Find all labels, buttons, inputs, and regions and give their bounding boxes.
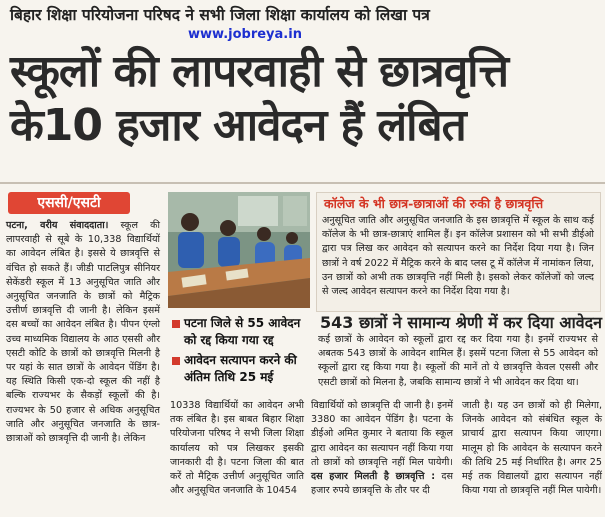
headline-line-2: के10 हजार आवेदन हैं लंबित <box>10 100 466 151</box>
kicker-headline: बिहार शिक्षा परियोजना परिषद ने सभी जिला शिक्षा कार्यालय को लिखा पत्र <box>10 6 430 24</box>
caption-item <box>172 352 304 386</box>
column-3-tail: दस हजार रुपये छात्रवृत्ति के तौर पर दी <box>311 471 453 497</box>
subheading-text: कई छात्रों के आवेदन को स्कूलों द्वारा रद्द कर दिया गया है। इनमें राज्यभर से अबतक 543 छात्रों के आवेदन शामिल हैं। इसमें पटना जिला से 55 आवेदन को स्कूलों द्वारा रद्द किया गया है। स्कूलों की मानें तो ये छात्रवृत्ति केवल एससी और एसटी छात्रों को मिलना है, जबकि सामान्य छात्रों ने भी आवेदन कर दिया था। <box>318 334 598 388</box>
box-heading: कॉलेज के भी छात्र-छात्राओं की रुकी है छात्रवृत्ति <box>324 196 544 211</box>
column-3-text: विद्यार्थियों को छात्रवृत्ति दी जानी है। इनमें 3380 का आवेदन पेंडिंग है। पटना के डीईओ अमित कुमार ने बताया कि स्कूल द्वारा आवेदन का सत्यापन नहीं किया गया तो छात्रों को छात्रवृत्ति नहीं मिल पायेगी। <box>311 400 453 468</box>
photo-illustration <box>168 192 310 308</box>
caption-item <box>172 315 304 349</box>
subheading-543: 543 छात्रों ने सामान्य श्रेणी में कर दिया आवेदन <box>320 313 602 332</box>
caption-text: आवेदन सत्यापन करने की अंतिम तिथि 25 मई <box>184 353 297 384</box>
divider-rule <box>0 182 605 184</box>
article-column-4: जाती है। यह उन छात्रों को ही मिलेगा, जिनके आवेदन को संबंधित स्कूल के प्राचार्य द्वारा सत्यापन किया जाएगा। मालूम हो कि आवेदन के सत्यापन करने की तिथि 25 मई निर्धारित है। अगर 25 मई तक विद्यालयों द्वारा सत्यापन नहीं किया गया तो छात्रवृत्ति नहीं मिल पायेगी। <box>462 400 602 497</box>
students-in-classroom-photo <box>168 192 310 308</box>
article-column-1 <box>6 219 160 446</box>
column-3-subhead: दस हजार मिलती है छात्रवृत्ति : <box>311 471 436 483</box>
column-1-text: स्कूल की लापरवाही से सूबे के 10,338 विद्यार्थियों का आवेदन लंबित है। इससे ये छात्रवृत्ति से वंचित हो सकते हैं। जीडी पाटलिपुत्र सीनियर सेकेंडरी स्कूल में 13 अनुसूचित जाति और अनुसूचित जनजाति के छात्रों को मैट्रिक उत्तीर्ण छात्रवृत्ति दी जानी है। लेकिन इसमें दस बच्चों का आवेदन लंबित है। पीपन एंग्लो उच्च माध्यमिक विद्यालय के आठ एससी और एसटी कोटि के छात्रों को छात्रवृत्ति मिलनी है पर यहां के सात छात्रों के आवेदन पेंडिंग है। यह स्थिति किसी एक-दो स्कूल की नहीं है बल्कि राज्यभर के सैकड़ों स्कूलों की है। राज्यभर के 50 हजार से अधिक अनुसूचित जाति और अनुसूचित जनजाति के छात्र-छात्राओं को छात्रवृत्ति दी जानी है। लेकिन <box>6 220 160 445</box>
section-tag: एससी/एसटी <box>8 192 130 214</box>
byline: पटना, वरीय संवाददाता। <box>6 220 109 231</box>
box-text: अनुसूचित जाति और अनुसूचित जनजाति के इस छात्रवृत्ति में स्कूल के साथ कई कॉलेज के भी छात्र-छात्राएं शामिल हैं। इन कॉलेज प्रशासन को भी सभी डीईओ द्वारा पत्र लिख कर आवेदन को सत्यापन करने का निर्देश दिया गया है। जिन छात्रों ने वर्ष 2022 में मैट्रिक करने के बाद प्लस टू में कॉलेज में नामांकन लिया, उन छात्रों को अभी तक छात्रवृत्ति नहीं मिली है। इसको लेकर कॉलेजों को जल्द से जल्द आवेदन सत्यापन करने का निर्देश दिया गया है। <box>322 215 594 298</box>
article-column-3 <box>311 399 453 498</box>
article-column-2: 10338 विद्यार्थियों का आवेदन अभी तक लंबित है। इस बाबत बिहार शिक्षा परियोजना परिषद ने सभी जिला शिक्षा कार्यालय को पत्र लिखकर इसकी जानकारी दी है। पटना जिला की बात करें तो मैट्रिक उत्तीर्ण अनुसूचित जाति और अनुसूचित जनजाति के 10454 <box>170 400 304 497</box>
red-square-bullet-icon <box>172 357 180 365</box>
watermark-url: www.jobreya.in <box>188 27 302 42</box>
photo-captions <box>172 315 304 389</box>
caption-text: पटना जिले से 55 आवेदन को रद्द किया गया रद्द <box>184 316 301 347</box>
main-headline <box>10 45 600 153</box>
headline-line-1: स्कूलों की लापरवाही से छात्रवृत्ति <box>10 46 508 97</box>
red-square-bullet-icon <box>172 320 180 328</box>
